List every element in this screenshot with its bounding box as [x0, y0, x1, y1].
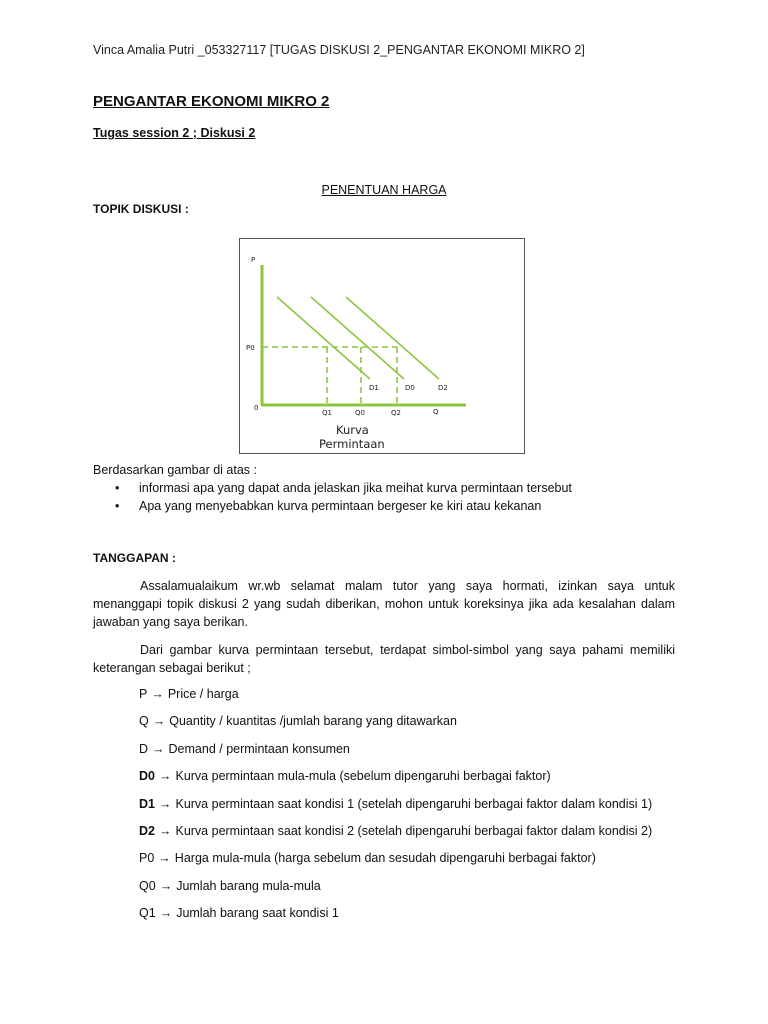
- definition-item: [139, 904, 699, 931]
- document-subtitle: Tugas session 2 ; Diskusi 2: [93, 126, 256, 140]
- arrow-icon: →: [158, 823, 172, 838]
- definition-text: Kurva permintaan mula-mula (sebelum dipengaruhi berbagai faktor): [175, 769, 551, 784]
- definition-item: [139, 849, 699, 876]
- definition-symbol: Q: [139, 714, 149, 729]
- label-d1: D1: [369, 384, 379, 392]
- arrow-icon: →: [159, 906, 173, 921]
- definition-symbol: D2: [139, 823, 155, 838]
- list-item: [93, 479, 693, 497]
- section-title: PENENTUAN HARGA: [321, 183, 447, 197]
- definition-text: Harga mula-mula (harga sebelum dan sesudah dipengaruhi berbagai faktor): [174, 851, 596, 866]
- label-d0: D0: [405, 384, 415, 392]
- intro-text: Berdasarkan gambar di atas :: [93, 463, 257, 477]
- label-q: Q: [433, 408, 439, 416]
- arrow-icon: →: [158, 769, 172, 784]
- arrow-icon: →: [152, 714, 166, 729]
- label-p: P: [251, 256, 256, 264]
- definition-text: Kurva permintaan saat kondisi 1 (setelah dipengaruhi berbagai faktor dalam kondisi 1): [175, 796, 653, 811]
- definition-item: [139, 822, 699, 849]
- page-header: Vinca Amalia Putri _053327117 [TUGAS DISKUSI 2_PENGANTAR EKONOMI MIKRO 2]: [93, 43, 585, 57]
- demand-curve-figure: [239, 238, 525, 454]
- document-title: PENGANTAR EKONOMI MIKRO 2: [93, 93, 330, 110]
- arrow-icon: →: [152, 741, 165, 756]
- caption-line1: Kurva: [336, 423, 369, 437]
- arrow-icon: →: [158, 851, 171, 866]
- list-item: [93, 497, 693, 515]
- curve-d2: [346, 297, 439, 379]
- definition-text: Jumlah barang mula-mula: [176, 878, 321, 893]
- label-q2: Q2: [391, 409, 401, 417]
- definition-text: Quantity / kuantitas /jumlah barang yang ditawarkan: [169, 714, 457, 729]
- bullet-icon: •: [115, 499, 120, 513]
- definition-text: Price / harga: [167, 687, 239, 701]
- definition-text: Kurva permintaan saat kondisi 2 (setelah dipengaruhi berbagai faktor dalam kondisi 2): [175, 823, 653, 838]
- definition-symbol: D1: [139, 796, 155, 811]
- caption-line2: Permintaan: [319, 437, 385, 451]
- arrow-icon: →: [158, 796, 172, 811]
- definition-symbol: Q1: [139, 906, 156, 921]
- question-text: Apa yang menyebabkan kurva permintaan bergeser ke kiri atau kekanan: [139, 499, 542, 513]
- label-origin: 0: [254, 404, 259, 412]
- arrow-icon: →: [151, 687, 164, 701]
- curve-d1: [277, 297, 370, 379]
- label-q1: Q1: [322, 409, 332, 417]
- definition-item: [139, 767, 699, 794]
- bullet-icon: •: [115, 481, 120, 495]
- definition-text: Demand / permintaan konsumen: [168, 741, 350, 756]
- curve-d0: [311, 297, 404, 379]
- definition-item: [139, 795, 699, 822]
- label-d2: D2: [438, 384, 448, 392]
- definition-text: Jumlah barang saat kondisi 1: [176, 906, 339, 921]
- paragraph-symbols-intro: Dari gambar kurva permintaan tersebut, terdapat simbol-simbol yang saya pahami memiliki keterangan sebagai berikut ;: [93, 643, 675, 675]
- definition-symbol: Q0: [139, 878, 156, 893]
- question-list: [93, 479, 693, 515]
- definition-list: [139, 685, 699, 932]
- tanggapan-label: TANGGAPAN :: [93, 551, 176, 565]
- definition-symbol: D0: [139, 769, 155, 784]
- demand-curve-graph: [240, 239, 524, 453]
- arrow-icon: →: [159, 878, 173, 893]
- definition-symbol: D: [139, 741, 149, 756]
- definition-item: [139, 712, 699, 739]
- definition-item: [139, 740, 699, 767]
- paragraph-greeting: Assalamualaikum wr.wb selamat malam tutor yang saya hormati, izinkan saya untuk menanggapi topik diskusi 2 yang sudah diberikan, mohon untuk koreksinya jika ada kesalahan dalam jawaban yang saya berikan.: [93, 579, 675, 629]
- definition-symbol: P: [139, 687, 148, 701]
- topik-label: TOPIK DISKUSI :: [93, 202, 189, 216]
- label-p0: P0: [246, 344, 255, 352]
- definition-symbol: P0: [139, 851, 155, 866]
- question-text: informasi apa yang dapat anda jelaskan jika meihat kurva permintaan tersebut: [139, 481, 572, 495]
- definition-item: [139, 685, 699, 712]
- definition-item: [139, 877, 699, 904]
- label-q0: Q0: [355, 409, 365, 417]
